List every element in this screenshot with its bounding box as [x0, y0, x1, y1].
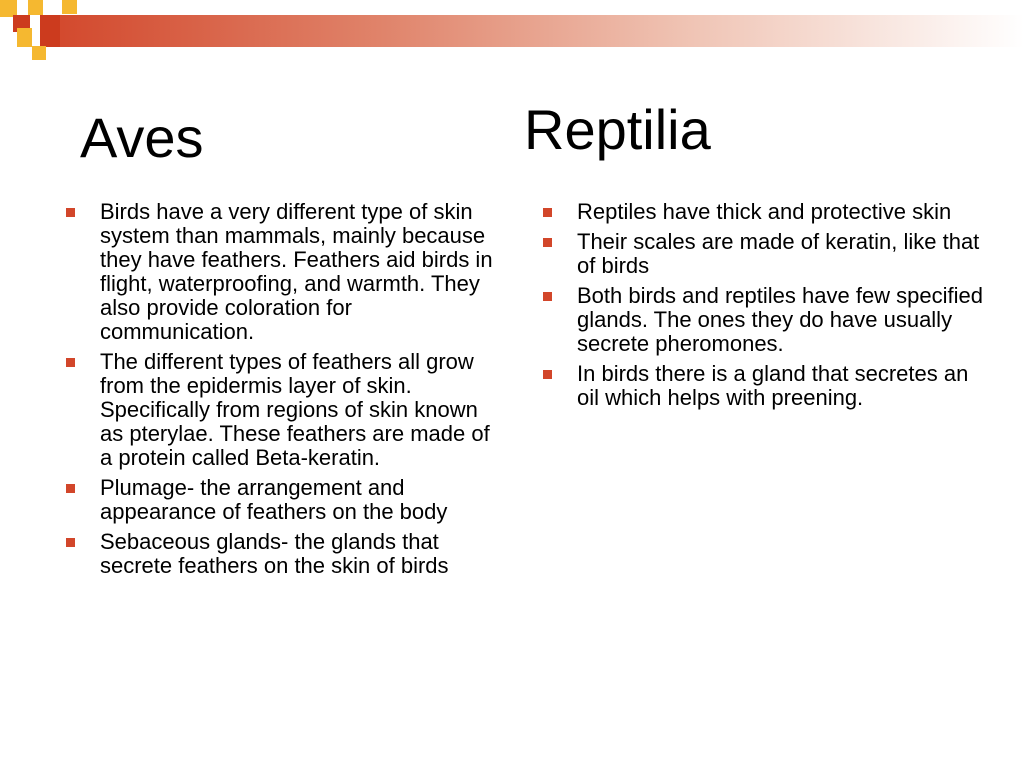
decorative-square [32, 46, 46, 60]
square-bullet-icon [543, 238, 552, 247]
bullet-item [543, 284, 983, 356]
aves-title: Aves [80, 106, 204, 169]
decorative-square [62, 0, 77, 14]
bullet-text: Both birds and reptiles have few specified glands. The ones they do have usually secrete pheromones. [577, 283, 984, 356]
bullet-text: Birds have a very different type of skin system than mammals, mainly because they have feathers. Feathers aid birds in flight, waterproofing, and warmth. They also provide coloration for communication. [100, 199, 493, 344]
decorative-square [40, 15, 60, 47]
square-bullet-icon [543, 370, 552, 379]
bullet-text: Reptiles have thick and protective skin [577, 199, 952, 224]
bullet-item [66, 350, 506, 470]
square-bullet-icon [66, 484, 75, 493]
aves-bullet-list [66, 200, 506, 584]
bullet-text: Plumage- the arrangement and appearance of feathers on the body [100, 475, 448, 524]
bullet-item [66, 530, 506, 578]
decorative-square [28, 0, 43, 15]
square-bullet-icon [66, 358, 75, 367]
bullet-item [543, 230, 983, 278]
header-gradient-bar [40, 15, 1024, 47]
reptilia-title: Reptilia [524, 98, 711, 161]
bullet-item [543, 200, 983, 224]
square-bullet-icon [66, 538, 75, 547]
reptilia-bullet-list [543, 200, 983, 416]
bullet-item [543, 362, 983, 410]
square-bullet-icon [543, 292, 552, 301]
square-bullet-icon [66, 208, 75, 217]
bullet-text: Sebaceous glands- the glands that secrete feathers on the skin of birds [100, 529, 449, 578]
bullet-item [66, 200, 506, 344]
bullet-text: The different types of feathers all grow from the epidermis layer of skin. Specifically from regions of skin known as pterylae. These feathers are made of a protein called Beta-keratin. [100, 349, 490, 470]
decorative-square [17, 28, 32, 47]
bullet-text: In birds there is a gland that secretes an oil which helps with preening. [577, 361, 969, 410]
bullet-text: Their scales are made of keratin, like that of birds [577, 229, 980, 278]
bullet-item [66, 476, 506, 524]
square-bullet-icon [543, 208, 552, 217]
